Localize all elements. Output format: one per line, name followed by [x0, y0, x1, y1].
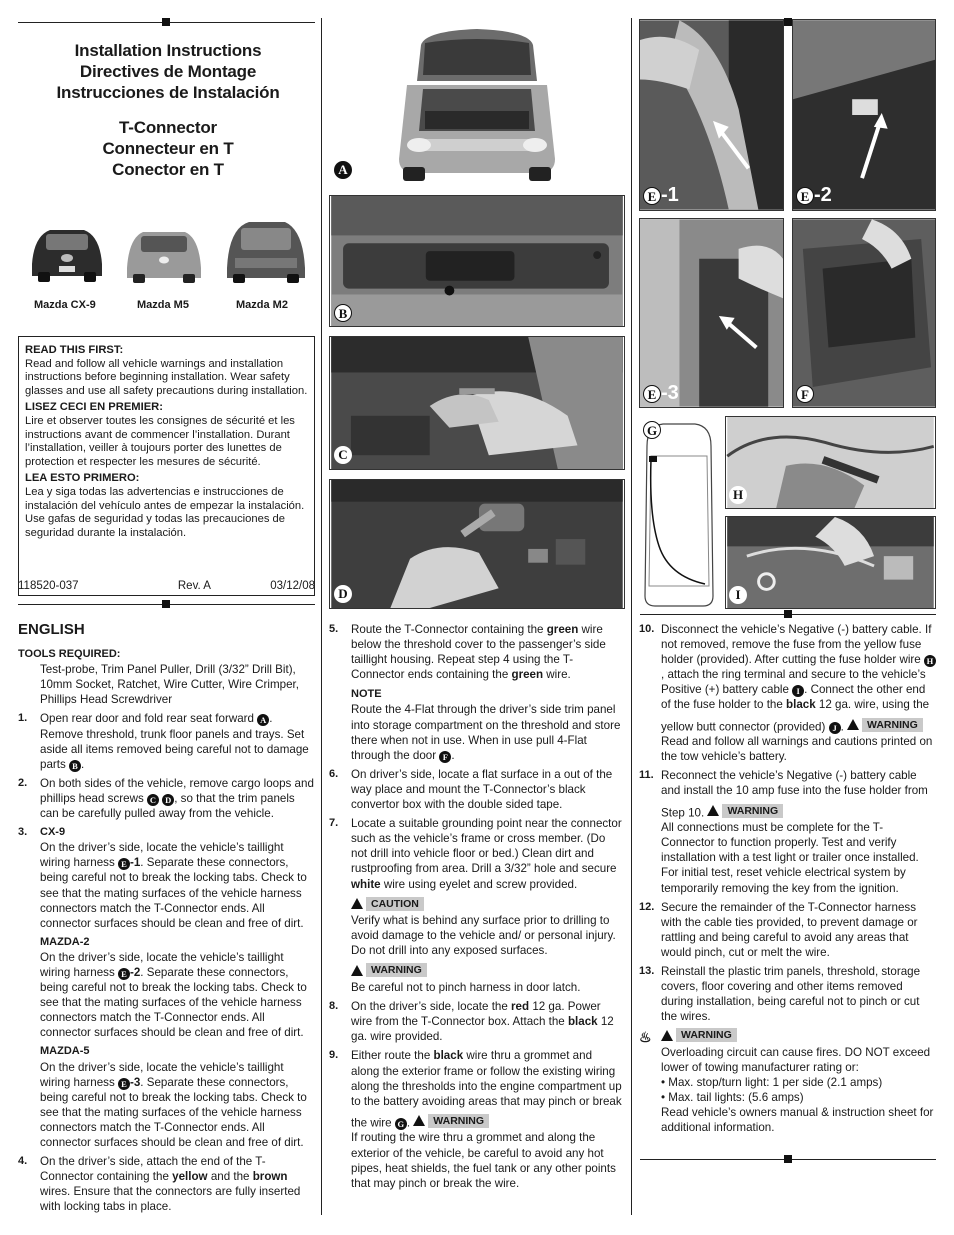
read-first-box: [18, 336, 315, 596]
step-7-text-b: wire using eyelet and screw provided.: [380, 877, 578, 891]
step-3: [18, 825, 315, 1150]
photo-f-label: F: [796, 385, 814, 403]
warning-label-4: WARNING: [722, 804, 783, 818]
step-5: [329, 622, 623, 763]
step-7: [329, 816, 623, 995]
warning-1-body: Be careful not to pinch harness in door latch.: [351, 981, 581, 995]
step-13-text: Reinstall the plastic trim panels, threshold, storage covers, floor covering and other items removed during installation, being careful not to pinch or cut the wires.: [661, 964, 921, 1024]
ref-g-icon: G: [395, 1118, 407, 1130]
step-11-number: 11.: [639, 769, 654, 782]
step-3-cx9-text-c: . Separate these connectors, being careful not to break the locking tabs. Check to see that the mating surfaces of the vehicle harness connectors match the T-Connector ends. All connector surfaces should be clean and free of dirt.: [40, 856, 307, 930]
step-12: [639, 900, 936, 960]
step-5-green: green: [546, 623, 579, 636]
ref-e-icon: E: [118, 968, 130, 980]
read-first-en-heading: READ THIS FIRST:: [25, 344, 124, 356]
step-3-cx9-ref: -1: [129, 856, 141, 870]
fire-warning-bullet-1: • Max. stop/turn light: 1 per side (2.1 amps): [661, 1076, 883, 1090]
vehicle-photo-m5: [121, 214, 207, 288]
step-7-white: white: [351, 877, 381, 891]
photo-i-battery-connection: [725, 516, 936, 609]
photo-h-cut-fuse-holder: [725, 416, 936, 509]
ref-a-icon: A: [257, 714, 269, 726]
product-fr: Connecteur en T: [102, 139, 234, 158]
product-en: T-Connector: [119, 118, 217, 137]
step-4-brown: brown: [252, 1170, 288, 1184]
step-12-number: 12.: [639, 900, 655, 913]
step-8-red: red: [511, 1000, 530, 1014]
tools-body: Test-probe, Trim Panel Puller, Drill (3/32” Drill Bit), 10mm Socket, Ratchet, Wire Cutter, Wire Crimper, Phillips Head Screwdriver: [40, 663, 299, 707]
photo-c-remove-cargo-loops: [329, 336, 625, 470]
ref-c-icon: C: [147, 794, 159, 806]
photo-e1-circle: E: [643, 187, 661, 205]
photo-e2-circle: E: [796, 187, 814, 205]
warning-badge-4: [707, 804, 783, 818]
step-4-number: 4.: [18, 1155, 28, 1168]
warning-badge-1: [351, 963, 427, 977]
fire-warning: [639, 1028, 936, 1135]
step-2: [18, 776, 315, 821]
ref-b-icon: B: [69, 760, 81, 772]
warning-label-5: WARNING: [676, 1028, 737, 1042]
step-3-mazda5-text-c: . Separate these connectors, being careful not to break the locking tabs. Check to see that the mating surfaces of the vehicle harness connectors match the T-Connector ends. All connector surfaces should be clean and free of dirt.: [40, 1075, 307, 1149]
step-3-mazda2-heading: MAZDA-2: [40, 935, 90, 948]
step-3-mazda2-ref: -2: [129, 965, 141, 979]
photo-d-label: D: [334, 585, 352, 603]
photo-b-cargo-threshold: [329, 195, 625, 327]
photo-e2-mazda2-harness: [792, 19, 936, 211]
step-13-number: 13.: [639, 964, 655, 977]
step-4-and: and the: [207, 1170, 253, 1184]
title-es: Instrucciones de Instalación: [56, 83, 280, 102]
top-rule-marker-right: [784, 18, 792, 26]
step-9: 9. Either route the black wire thru a grommet and along the exterior frame or follow the existing wiring along the thresholds into the engine compartment up to the battery avoiding areas that may pinch or break the wire G . WARNING If routing the wire thru a grommet and along the exterior of the vehicle, be careful to avoid any hot pipes, heat shields, the fuel tank or any other points that may pinch or break the wire.: [329, 1049, 622, 1190]
step-8: [329, 999, 623, 1044]
step-3-mazda2-text-a: On the driver’s side, locate the vehicle’s taillight wiring harness: [40, 950, 284, 979]
warning-icon: [707, 805, 719, 816]
title-fr: Directives de Montage: [79, 62, 257, 81]
step-10-black: black: [786, 698, 816, 712]
note-heading: NOTE: [351, 688, 382, 701]
vehicle-label-m5: Mazda M5: [137, 299, 189, 311]
warning-badge-3: [847, 718, 923, 732]
caution-badge: [351, 897, 424, 911]
ref-j-icon: J: [829, 722, 841, 734]
vehicle-label-m2: Mazda M2: [236, 299, 288, 311]
step-3-mazda2-text: [40, 950, 315, 1041]
mid-rule-marker-left: [162, 600, 170, 608]
photo-g-wire-routing-diagram: [639, 416, 719, 609]
photo-e2-suffix: -2: [814, 184, 832, 206]
step-8-number: 8.: [329, 1000, 339, 1013]
step-4-text-b: wires. Ensure that the connectors are fully inserted with locking tabs in place.: [40, 1185, 301, 1214]
mid-rule-marker-right: [784, 610, 792, 618]
step-6-text: On driver’s side, locate a flat surface in a out of the way place and mount the T-Connector’s black convertor box with the double sided tape.: [351, 767, 613, 812]
step-6-number: 6.: [329, 767, 339, 780]
warning-label-2: WARNING: [428, 1114, 489, 1128]
read-first-fr-heading: LISEZ CECI EN PREMIER:: [25, 401, 163, 414]
step-1-number: 1.: [18, 712, 28, 725]
fire-icon: ♨: [639, 1029, 652, 1046]
step-3-mazda5-text: [40, 1060, 315, 1151]
revision: Rev. A: [177, 580, 211, 592]
step-3-mazda5-heading: MAZDA-5: [40, 1045, 90, 1058]
warning-label-1: WARNING: [366, 963, 427, 977]
step-8-text-a: On the driver’s side, locate the: [351, 1000, 512, 1014]
divider-left: [321, 18, 322, 1215]
warning-badge-2: [413, 1114, 489, 1128]
fire-warning-bullet-2: • Max. tail lights: (5.6 amps): [661, 1091, 804, 1105]
tools-heading: TOOLS REQUIRED:: [18, 648, 121, 661]
step-7-number: 7.: [329, 817, 339, 830]
step-9-text-a: Either route the: [351, 1049, 434, 1063]
right-column: [639, 622, 936, 1136]
english-column: [18, 622, 315, 1214]
step-3-cx9-text: [40, 840, 315, 931]
read-first-fr-body: Lire et observer toutes les consignes de sécurité et les instructions avant de commencer l’installation. Durant l’installation, veiller à toujours porter des lunettes de protection et respecter les mesures de sécurité.: [25, 414, 295, 468]
photo-i-label: I: [729, 586, 747, 604]
step-5-green-2: green: [511, 668, 544, 682]
bottom-rule-marker-right: [784, 1155, 792, 1163]
ref-h-icon: H: [924, 655, 936, 667]
part-date: 03/12/08: [270, 580, 315, 592]
ref-f-icon: F: [439, 751, 451, 763]
ref-e-icon: E: [118, 858, 130, 870]
step-3-mazda5-ref: -3: [129, 1075, 141, 1089]
photo-f-storage-compartment: [792, 218, 936, 408]
step-12-text: Secure the remainder of the T-Connector harness with the cable ties provided, to prevent damage or rattling and being careful to avoid any areas that would pinch, cut or melt the wire.: [661, 900, 918, 959]
product-es: Conector en T: [112, 160, 224, 179]
step-8-text-b: 12 ga. Power wire from the T-Connector box. Attach the: [351, 1000, 601, 1029]
fire-warning-body-2: Read vehicle’s owners manual & instruction sheet for additional information.: [661, 1106, 934, 1135]
step-10-number: 10.: [639, 623, 655, 635]
read-first-es-body: Lea y siga todas las advertencias e instrucciones de instalación del vehículo antes de empezar la instalación. Use gafas de seguridad y todas las precauciones de seguridad durante la instalación.: [25, 485, 305, 539]
warning-badge-5: [661, 1028, 737, 1042]
warning-3-body: Read and follow all warnings and cautions printed on the tow vehicle’s battery.: [661, 735, 933, 764]
part-number: 118520-037: [18, 580, 79, 592]
top-rule-marker-left: [162, 18, 170, 26]
step-11: [639, 768, 936, 895]
step-1-text-b: . Remove threshold, trunk floor panels and trays. Set aside all items removed being careful not to damage parts: [40, 712, 309, 771]
step-4-text-a: On the driver’s side, attach the end of the T-Connector containing the: [40, 1155, 266, 1184]
photo-g-label: G: [643, 421, 661, 439]
read-first-en-body: Read and follow all vehicle warnings and installation instructions before beginning installation. Wear safety glasses and use all safety precautions during installation.: [25, 357, 308, 397]
step-6: [329, 767, 623, 812]
english-heading: ENGLISH: [18, 621, 85, 638]
photo-d-remove-screws: [329, 479, 625, 609]
step-3-cx9-text-a: On the driver’s side, locate the vehicle’s taillight wiring harness: [40, 841, 284, 870]
photo-e3-label: [643, 382, 679, 405]
step-5-text-a: Route the T-Connector containing the: [351, 623, 547, 636]
step-10: 10. Disconnect the vehicle’s Negative (-) battery cable. If not removed, remove the fuse from the yellow fuse holder (provided). After cutting the fuse holder wire H, attach the ring terminal and secure to the vehicle’s Positive (+) battery cable I . Connect the other end of the fuse holder to the black 12 ga. wire, using the yellow butt connector (provided) J . WARNING Read and follow all warnings and cautions printed on the tow vehicle’s battery.: [639, 622, 936, 764]
ref-e-icon: E: [118, 1078, 130, 1090]
step-10-text-b: , attach the ring terminal and secure to the vehicle’s Positive (+) battery cable: [661, 668, 926, 697]
step-9-text-b: wire thru a grommet and along the exterior frame or follow the existing wiring along the thresholds into the engine compartment up to the battery avoiding areas that may pinch or break the wire: [351, 1049, 622, 1130]
photo-e3-suffix: -3: [661, 382, 679, 404]
step-8-text-c: 12 ga. wire provided.: [351, 1015, 614, 1044]
photo-h-label: H: [729, 486, 747, 504]
photo-e1-suffix: -1: [661, 184, 679, 206]
step-3-mazda5-text-a: On the driver’s side, locate the vehicle’s taillight wiring harness: [40, 1060, 284, 1089]
step-3-cx9-heading: CX-9: [40, 826, 66, 839]
warning-4-body: All connections must be complete for the T-Connector to function properly. Test and verify installation with a test light or trailer once installed. For initial test, reset vehicle electrical system by temporarily removing the key from the ignition.: [661, 821, 919, 895]
step-5-text-c: wire.: [543, 668, 571, 682]
step-10-text-d: 12 ga. wire, using the yellow butt connector (provided): [661, 698, 930, 734]
step-9-number: 9.: [329, 1049, 339, 1062]
warning-icon: [413, 1115, 425, 1126]
step-5-text-b: wire below the threshold cover to the passenger’s side taillight housing. Repeat step 4 using the T-Connector ends containing the: [351, 623, 606, 682]
ref-d-icon: D: [162, 794, 174, 806]
step-2-text-b: , so that the trim panels can be carefully pulled away from the vehicle.: [40, 791, 295, 821]
warning-icon: [661, 1030, 673, 1041]
step-11-text: Reconnect the vehicle’s Negative (-) battery cable and install the 10 amp fuse into the fuse holder from Step 10.: [661, 769, 928, 820]
warning-label-3: WARNING: [862, 718, 923, 732]
vehicle-photo-cx9: [24, 214, 110, 288]
photo-a-label: A: [334, 161, 352, 179]
title-block: [18, 40, 318, 180]
step-7-text-a: Locate a suitable grounding point near the connector such as the vehicle’s frame or cross member. (Do not drill into vehicle floor or bed.) Clean dirt and rustproofing from area. Drill a 3/32” hole and secure: [351, 817, 622, 876]
warning-icon: [351, 965, 363, 976]
note-body: Route the 4-Flat through the driver’s side trim panel into storage compartment on the threshold and store there when not in use. When in use pull 4-Flat through the door F .: [351, 703, 621, 762]
caution-warning-icon: [351, 898, 363, 909]
step-2-number: 2.: [18, 776, 28, 789]
note-body-text: Route the 4-Flat through the driver’s side trim panel into storage compartment on the threshold and store there when not in use. When in use pull 4-Flat through the door: [351, 703, 621, 762]
warning-icon: [847, 719, 859, 730]
photo-a-vehicle-rear: [329, 19, 625, 187]
fire-warning-body-1: Overloading circuit can cause fires. DO NOT exceed lower of towing manufacturer rating or:: [661, 1045, 931, 1075]
ref-i-icon: I: [792, 685, 804, 697]
step-5-number: 5.: [329, 623, 339, 635]
step-4: [18, 1154, 315, 1214]
step-1-text-a: Open rear door and fold rear seat forward: [40, 712, 258, 726]
step-13: [639, 964, 936, 1024]
step-4-yellow: yellow: [172, 1170, 208, 1184]
step-3-mazda2-text-c: . Separate these connectors, being careful not to break the locking tabs. Check to see that the mating surfaces of the vehicle harness connectors match the T-Connector ends. All connector surfaces should be clean and free of dirt.: [40, 965, 307, 1040]
photo-b-label: B: [334, 304, 352, 322]
step-8-black: black: [567, 1015, 598, 1029]
vehicle-label-cx9: Mazda CX-9: [34, 299, 96, 311]
photo-e3-circle: E: [643, 385, 661, 403]
step-9-black: black: [433, 1049, 464, 1063]
middle-column: [329, 622, 623, 1191]
step-10-text-c: . Connect the other end of the fuse holder to the: [661, 683, 926, 712]
photo-e2-label: [796, 184, 832, 207]
step-2-text-a: On both sides of the vehicle, remove cargo loops and phillips head screws: [40, 776, 314, 805]
read-first-es-heading: LEA ESTO PRIMERO:: [25, 472, 140, 485]
part-info: [18, 580, 315, 592]
photo-e3-mazda5-harness: [639, 218, 784, 408]
photo-c-label: C: [334, 446, 352, 464]
title-en: Installation Instructions: [74, 41, 262, 60]
step-10-text-a: Disconnect the vehicle’s Negative (-) battery cable. If not removed, remove the fuse from the yellow fuse holder (provided). After cutting the fuse holder wire: [661, 623, 932, 667]
warning-2-body: If routing the wire thru a grommet and along the exterior of the vehicle, be careful to avoid any hot pipes, heat shields, the fuel tank or any other points that may pinch or break the wire.: [351, 1131, 616, 1190]
step-3-number: 3.: [18, 826, 28, 839]
photo-e1-cx9-harness: [639, 19, 784, 211]
divider-right: [631, 18, 632, 1215]
vehicle-photo-m2: [223, 214, 309, 288]
caution-label: CAUTION: [366, 897, 424, 911]
step-1: 1. Open rear door and fold rear seat forward A . Remove threshold, trunk floor panels and trays. Set aside all items removed being careful not to damage parts B .: [18, 712, 309, 771]
caution-body: Verify what is behind any surface prior to drilling to avoid damage to the vehicle and/ or personal injury. Do not drill into any exposed surfaces.: [351, 914, 616, 958]
photo-e1-label: [643, 184, 679, 207]
